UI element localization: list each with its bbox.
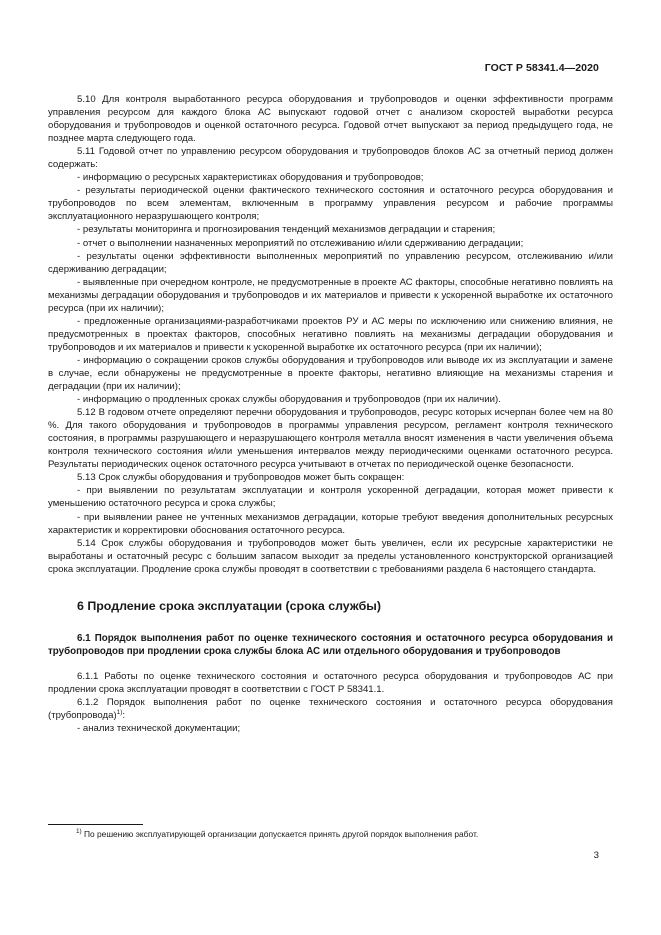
- footnote-mark: 1): [76, 828, 82, 836]
- list-item: - анализ технической документации;: [77, 722, 241, 734]
- list-item: - информацию о продленных сроках службы оборудования и трубопроводов (при их наличии).: [77, 394, 501, 406]
- paragraph-5-10: 5.10 Для контроля выработанного ресурса оборудования и трубопроводов и оценки эффективности программ управления ресурсом для каждого блока АС выпускают годовой отчет с анализом скоростей выработки ресурса оборудования и трубопроводов и оценкой остаточного ресурса. Годовой отчет выпускают за период предыдущего года, не позднее марта следующего года.: [48, 94, 613, 145]
- document-body: [48, 93, 613, 735]
- footnote-text: По решению эксплуатирующей организации допускается принять другой порядок выполнения работ.: [81, 829, 479, 839]
- footnote-reference[interactable]: 1): [116, 708, 123, 716]
- paragraph-6-1-2: [48, 696, 613, 722]
- list-item: - предложенные организациями-разработчиками проектов РУ и АС меры по исключению или снижению влияния, не предусмотренных в проектах факторов, способных негативно повлиять на механизмы деградации оборудования и трубопроводов и их материалов и привести к ускоренной выработке их остаточного ресурса (при их наличии);: [48, 315, 613, 353]
- paragraph-5-14: 5.14 Срок службы оборудования и трубопроводов может быть увеличен, если их ресурсные характеристики не выработаны и остаточный ресурс с большим запасом выходит за пределы установленного конструкторской организацией срока эксплуатации. Продление срока службы проводят в соответствии с требованиями раздела 6 настоящего стандарта.: [48, 537, 613, 575]
- list-item: - отчет о выполнении назначенных мероприятий по отслеживанию и/или сдерживанию деградации;: [77, 237, 524, 249]
- page-number: 3: [593, 850, 599, 861]
- list-item: - информацию о сокращении сроков службы оборудования и трубопроводов или выводе их из эксплуатации и замене в случае, если обнаружены не предусмотренные в проекте факторы, негативно влияющие на механизмы старения и деградации (при их наличии);: [48, 354, 613, 393]
- document-id-header: ГОСТ Р 58341.4—2020: [484, 62, 599, 74]
- paragraph-5-12: 5.12 В годовом отчете определяют перечни оборудования и трубопроводов, ресурс которых исчерпан более чем на 80 %. Для такого оборудования и трубопроводов в программы управления ресурсом, регламент контроля технического состояния, в программы разрушающего и неразрушающего контроля металла вносят изменения в части увеличения объема контроля технического состояния и/или уменьшения интервалов между периодическими оценками остаточного ресурса. Результаты периодических оценок остаточного ресурса учитывают в отчетах по периодической оценке безопасности.: [48, 407, 613, 471]
- list-item: - результаты мониторинга и прогнозирования тенденций механизмов деградации и старения;: [77, 224, 496, 236]
- list-item: - при выявлении ранее не учтенных механизмов деградации, которые требуют введения дополнительных ресурсных характеристик и корректировки обоснования остаточного ресурса.: [48, 511, 613, 536]
- list-item: - результаты периодической оценки фактического технического состояния и остаточного ресурса оборудования и трубопроводов по всем элементам, включенным в программу управления ресурсом и рабочие программы эксплуатационного неразрушающего контроля;: [48, 185, 613, 223]
- list-item: - результаты оценки эффективности выполненных мероприятий по управлению ресурсом, отслеживанию и/или сдерживанию деградации;: [48, 250, 613, 275]
- paragraph-6-1-2-tail: :: [122, 709, 126, 721]
- subsection-6-1-heading: 6.1 Порядок выполнения работ по оценке технического состояния и остаточного ресурса оборудования и трубопроводов при продлении срока службы блока АС или отдельного оборудования и трубопроводов: [48, 632, 613, 658]
- paragraph-5-13: 5.13 Срок службы оборудования и трубопроводов может быть сокращен:: [77, 472, 405, 484]
- footnote-divider: [48, 824, 143, 825]
- paragraph-5-11: 5.11 Годовой отчет по управлению ресурсом оборудования и трубопроводов блоков АС за отчетный период должен содержать:: [48, 146, 613, 171]
- paragraph-6-1-2-text: 6.1.2 Порядок выполнения работ по оценке технического состояния и остаточного ресурса оборудования (трубопровода): [48, 696, 613, 721]
- section-6-heading: 6 Продление срока эксплуатации (срока службы): [77, 598, 381, 613]
- list-item: - при выявлении по результатам эксплуатации и контроля ускоренной деградации, которая может привести к уменьшению остаточного ресурса и срока службы;: [48, 485, 613, 510]
- list-item: - информацию о ресурсных характеристиках оборудования и трубопроводов;: [77, 172, 424, 184]
- list-item: - выявленные при очередном контроле, не предусмотренные в проекте АС факторы, способные негативно повлиять на механизмы деградации оборудования и трубопроводов и их материалов и привести к ускоренной выработке их остаточного ресурса (при их наличии);: [48, 276, 613, 314]
- footnote: [76, 828, 616, 840]
- paragraph-6-1-1: 6.1.1 Работы по оценке технического состояния и остаточного ресурса оборудования и трубопроводов АС при продлении срока эксплуатации проводят в соответствии с ГОСТ Р 58341.1.: [48, 670, 613, 695]
